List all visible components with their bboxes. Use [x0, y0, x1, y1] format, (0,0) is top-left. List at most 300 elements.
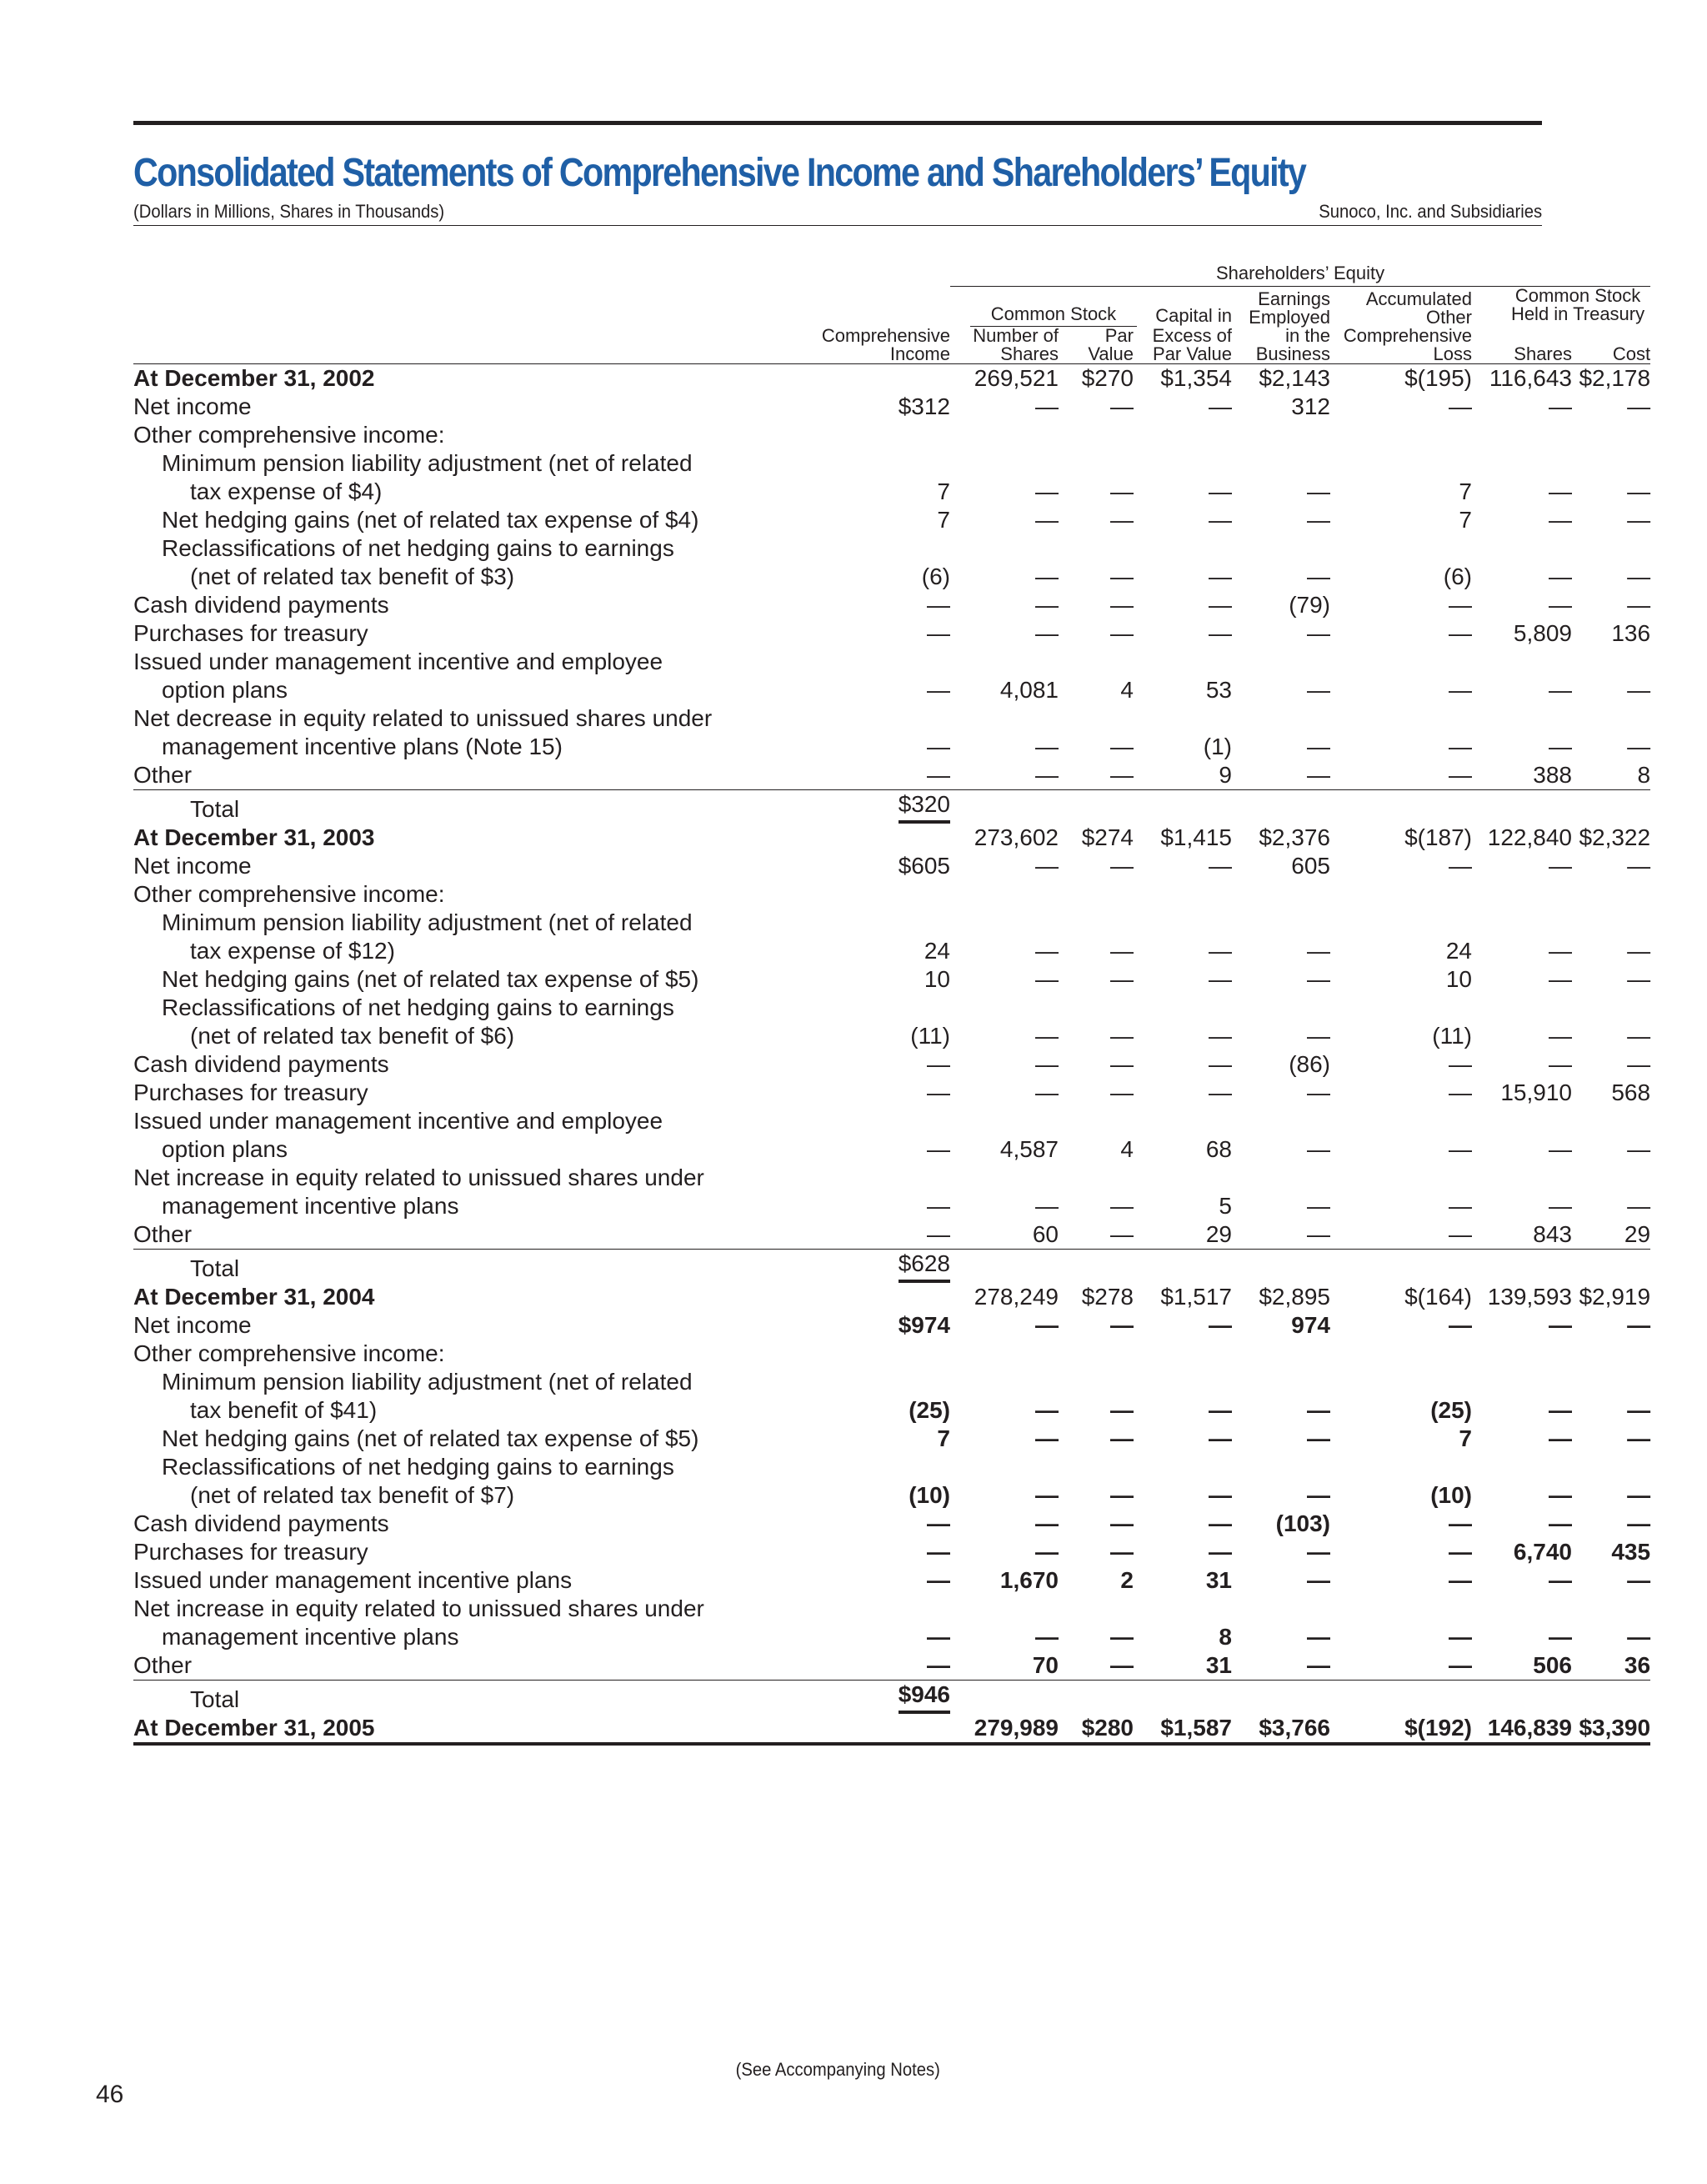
row-cell: — — [1549, 564, 1572, 589]
subtitle-line — [133, 201, 1542, 226]
row-cell: (25) — [909, 1397, 950, 1423]
row-label — [133, 1368, 815, 1425]
row-cell: — — [1035, 1482, 1059, 1508]
row-cell: (25) — [1430, 1397, 1472, 1423]
row-label-line: Cash dividend payments — [133, 1051, 389, 1077]
row-cell: — — [1209, 1051, 1232, 1077]
row-label-line: management incentive plans — [162, 1624, 459, 1650]
table-row — [133, 1050, 1650, 1079]
row-cell: — — [1627, 1023, 1651, 1049]
row-cell: — — [1627, 677, 1651, 703]
row-cell — [1472, 880, 1572, 909]
row-label-line: Issued under management incentive and employee — [133, 1108, 663, 1134]
row-cell: 36 — [1624, 1652, 1651, 1678]
row-cell: — — [1307, 1425, 1330, 1451]
row-cell — [1059, 421, 1134, 449]
row-cell: 9 — [1219, 762, 1232, 788]
row-cell: — — [1209, 966, 1232, 992]
row-cell: — — [1209, 1397, 1232, 1423]
row-cell: 435 — [1611, 1539, 1651, 1565]
row-cell: — — [1035, 853, 1059, 879]
balance-cell — [815, 1283, 950, 1311]
row-cell: — — [1110, 1023, 1134, 1049]
row-cell — [1134, 421, 1232, 449]
total-row — [133, 1681, 1650, 1715]
row-cell: — — [1627, 1567, 1651, 1593]
balance-cell — [815, 1714, 950, 1744]
balance-cell: 116,643 — [1489, 365, 1572, 391]
row-cell: 136 — [1611, 620, 1651, 646]
header-capital-line-1: Capital in — [1155, 305, 1232, 326]
row-cell: — — [1110, 1510, 1134, 1536]
table-row — [133, 761, 1650, 790]
row-cell: — — [927, 620, 950, 646]
balance-cell: $2,143 — [1259, 365, 1330, 391]
row-cell: — — [1209, 938, 1232, 964]
row-cell: 10 — [1445, 966, 1472, 992]
row-cell: — — [1549, 1312, 1572, 1338]
row-cell: — — [1627, 1425, 1651, 1451]
row-label — [133, 648, 815, 704]
row-label — [133, 1311, 815, 1340]
header-aoci-line-4: Loss — [1433, 343, 1472, 364]
row-cell: — — [1627, 1624, 1651, 1650]
row-cell: — — [927, 1079, 950, 1105]
row-cell: — — [1035, 1624, 1059, 1650]
row-cell: $312 — [898, 393, 950, 419]
row-cell: — — [1209, 592, 1232, 618]
table-row — [133, 449, 1650, 506]
row-label-line: Other — [133, 762, 193, 788]
row-label-line: Net hedging gains (net of related tax expense of $5) — [162, 966, 699, 992]
row-cell: — — [1110, 762, 1134, 788]
row-cell: — — [927, 1193, 950, 1219]
row-label-line: Purchases for treasury — [133, 1539, 368, 1565]
row-cell: — — [1549, 966, 1572, 992]
header-ci-line-1: Comprehensive — [821, 325, 950, 346]
row-label-line: Net increase in equity related to unissued shares under — [133, 1595, 704, 1621]
balance-cell: $(192) — [1330, 1714, 1472, 1744]
row-cell: — — [1110, 564, 1134, 589]
row-cell: — — [1110, 1051, 1134, 1077]
row-cell — [1232, 1340, 1330, 1368]
row-cell: — — [1110, 1079, 1134, 1105]
row-cell: 10 — [924, 966, 950, 992]
row-label-line: Other — [133, 1652, 193, 1678]
row-cell: — — [1627, 1051, 1651, 1077]
row-cell: — — [1627, 592, 1651, 618]
row-cell: — — [1449, 1510, 1472, 1536]
row-label-line: Reclassifications of net hedging gains to earnings — [162, 535, 674, 561]
row-cell: 7 — [937, 1425, 950, 1451]
top-rule — [133, 121, 1542, 125]
table-row — [133, 1220, 1650, 1250]
balance-cell: 278,249 — [974, 1284, 1059, 1310]
balance-cell: $(195) — [1404, 365, 1472, 391]
table-row — [133, 1340, 1650, 1368]
row-label-line: (net of related tax benefit of $6) — [190, 1023, 515, 1049]
row-cell: — — [1449, 1079, 1472, 1105]
row-label-line: (net of related tax benefit of $7) — [190, 1482, 515, 1508]
row-cell: — — [927, 1539, 950, 1565]
row-label-line: Minimum pension liability adjustment (net of related — [162, 450, 693, 476]
row-cell: — — [927, 1624, 950, 1650]
balance-cell: 279,989 — [950, 1714, 1059, 1744]
row-cell: — — [1307, 1079, 1330, 1105]
header-shares-line-2: Shares — [1000, 343, 1059, 364]
row-cell: — — [1035, 938, 1059, 964]
row-cell — [1059, 880, 1134, 909]
row-cell: — — [1209, 1425, 1232, 1451]
row-cell: — — [1449, 762, 1472, 788]
row-cell: — — [927, 677, 950, 703]
header-capital-line-3: Par Value — [1153, 343, 1232, 364]
row-cell: — — [1209, 1539, 1232, 1565]
row-cell: — — [1035, 393, 1059, 419]
row-cell: 5,809 — [1513, 620, 1572, 646]
header-earnings-line-3: in the — [1285, 325, 1330, 346]
balance-cell: $(164) — [1404, 1284, 1472, 1310]
row-cell: — — [1627, 1136, 1651, 1162]
balance-cell: $278 — [1081, 1284, 1134, 1310]
row-label-line: option plans — [162, 677, 288, 703]
row-cell: — — [927, 1652, 950, 1678]
row-cell: — — [1307, 1567, 1330, 1593]
row-cell: — — [1449, 677, 1472, 703]
row-cell: — — [927, 734, 950, 759]
row-cell: (79) — [1289, 592, 1330, 618]
row-label — [133, 1453, 815, 1510]
row-cell: 7 — [937, 507, 950, 533]
table-row — [133, 994, 1650, 1050]
header-treasury-line-2: Held in Treasury — [1510, 303, 1645, 324]
row-label-line: Purchases for treasury — [133, 620, 368, 646]
row-cell — [950, 880, 1059, 909]
row-cell: (1) — [1203, 734, 1232, 759]
total-value — [815, 1250, 950, 1284]
balance-cell: $270 — [1081, 365, 1134, 391]
row-cell: — — [1110, 966, 1134, 992]
row-label-line: Other comprehensive income: — [133, 422, 445, 448]
total-label: Total — [133, 1250, 815, 1284]
row-label-line: management incentive plans — [162, 1193, 459, 1219]
row-cell: 29 — [1624, 1221, 1651, 1247]
row-label-line: Net income — [133, 1312, 252, 1338]
row-label-line: Other comprehensive income: — [133, 1340, 445, 1366]
row-cell — [1472, 421, 1572, 449]
row-cell: 506 — [1533, 1652, 1572, 1678]
row-cell: — — [1307, 966, 1330, 992]
row-cell: — — [1549, 507, 1572, 533]
row-cell: 2 — [1120, 1567, 1134, 1593]
row-label-line: (net of related tax benefit of $3) — [190, 564, 515, 589]
row-cell: (11) — [1432, 1023, 1472, 1049]
header-common-stock: Common Stock — [970, 305, 1137, 327]
header-par-line-2: Value — [1088, 343, 1134, 364]
row-cell: — — [1449, 1312, 1472, 1338]
row-cell — [1232, 421, 1330, 449]
row-cell: — — [1307, 1136, 1330, 1162]
balance-cell: $1,354 — [1160, 365, 1232, 391]
row-cell — [1330, 421, 1472, 449]
row-cell: — — [1627, 507, 1651, 533]
row-cell: — — [1035, 1312, 1059, 1338]
table-row — [133, 1651, 1650, 1681]
row-label-line: tax expense of $4) — [190, 478, 383, 504]
balance-row — [133, 824, 1650, 852]
row-label — [133, 761, 815, 790]
row-cell: — — [1307, 762, 1330, 788]
row-cell: — — [927, 762, 950, 788]
row-label — [133, 449, 815, 506]
row-cell: — — [1307, 938, 1330, 964]
row-cell: 4,081 — [999, 677, 1059, 703]
row-label — [133, 909, 815, 965]
row-label-line: Reclassifications of net hedging gains to earnings — [162, 994, 674, 1020]
row-label-line: Issued under management incentive plans — [133, 1567, 573, 1593]
table-row — [133, 534, 1650, 591]
row-cell: — — [1307, 1624, 1330, 1650]
row-cell: — — [1035, 1079, 1059, 1105]
row-cell: — — [1449, 1136, 1472, 1162]
row-cell: 53 — [1205, 677, 1232, 703]
row-label — [133, 1425, 815, 1453]
total-label: Total — [133, 1681, 815, 1715]
row-cell: — — [1110, 1425, 1134, 1451]
header-treasury-cost: Cost — [1572, 327, 1650, 364]
row-label-line: Cash dividend payments — [133, 1510, 389, 1536]
row-cell: 15,910 — [1500, 1079, 1572, 1105]
row-cell: — — [927, 1221, 950, 1247]
row-cell: — — [1209, 1510, 1232, 1536]
row-cell: — — [1549, 592, 1572, 618]
row-cell: — — [1110, 938, 1134, 964]
row-cell: 388 — [1533, 762, 1572, 788]
company-name: Sunoco, Inc. and Subsidiaries — [1319, 201, 1542, 222]
table-row — [133, 619, 1650, 648]
balance-cell: $3,390 — [1572, 1714, 1650, 1744]
table-row — [133, 421, 1650, 449]
row-cell: — — [1549, 1193, 1572, 1219]
row-cell: — — [1449, 853, 1472, 879]
accompanying-notes: (See Accompanying Notes) — [735, 2059, 940, 2080]
row-cell: — — [1110, 1539, 1134, 1565]
table-row — [133, 648, 1650, 704]
table-row — [133, 704, 1650, 761]
table-row — [133, 1595, 1650, 1651]
row-cell: — — [1627, 1312, 1651, 1338]
balance-cell: 146,839 — [1472, 1714, 1572, 1744]
row-cell: 568 — [1611, 1079, 1651, 1105]
row-cell: — — [1035, 592, 1059, 618]
row-cell: (103) — [1275, 1510, 1330, 1536]
row-cell: — — [1209, 393, 1232, 419]
row-label-line: Net hedging gains (net of related tax expense of $5) — [162, 1425, 699, 1451]
statement-page — [133, 121, 1651, 2080]
header-earnings-line-1: Earnings — [1258, 288, 1330, 309]
row-cell: — — [1110, 478, 1134, 504]
row-cell: — — [1307, 507, 1330, 533]
row-cell: — — [1449, 592, 1472, 618]
row-cell: — — [1549, 1510, 1572, 1536]
row-cell: — — [927, 1510, 950, 1536]
balance-row — [133, 364, 1650, 393]
row-cell: — — [1110, 1193, 1134, 1219]
header-aoci-line-2: Other — [1425, 307, 1472, 328]
row-label-line: tax benefit of $41) — [190, 1397, 378, 1423]
row-cell: — — [1035, 762, 1059, 788]
row-label — [133, 1510, 815, 1538]
table-row — [133, 965, 1650, 994]
row-cell: — — [1110, 853, 1134, 879]
row-label — [133, 704, 815, 761]
row-cell — [1232, 880, 1330, 909]
row-cell: — — [1549, 393, 1572, 419]
row-cell: — — [1549, 938, 1572, 964]
row-label — [133, 1164, 815, 1220]
row-cell: — — [1035, 620, 1059, 646]
row-cell: — — [927, 1567, 950, 1593]
row-cell — [815, 421, 950, 449]
row-cell: — — [1307, 1221, 1330, 1247]
row-cell — [1134, 1340, 1232, 1368]
row-label-line: option plans — [162, 1136, 288, 1162]
row-cell: — — [1549, 1051, 1572, 1077]
row-cell: — — [1035, 1051, 1059, 1077]
total-value — [815, 1681, 950, 1715]
row-label — [133, 1050, 815, 1079]
row-label — [133, 880, 815, 909]
row-label-line: management incentive plans (Note 15) — [162, 734, 563, 759]
row-cell: — — [1110, 507, 1134, 533]
row-cell: — — [1627, 734, 1651, 759]
balance-cell: $274 — [1081, 824, 1134, 850]
row-cell: 24 — [1445, 938, 1472, 964]
balance-cell: $280 — [1059, 1714, 1134, 1744]
header-ci-line-2: Income — [889, 343, 950, 364]
row-cell — [1472, 1340, 1572, 1368]
row-cell: 70 — [1032, 1652, 1059, 1678]
row-label-line: Reclassifications of net hedging gains to earnings — [162, 1454, 674, 1480]
row-label-line: Net increase in equity related to unissued shares under — [133, 1165, 704, 1190]
table-row — [133, 852, 1650, 880]
balance-cell: $2,376 — [1259, 824, 1330, 850]
row-cell: — — [1449, 1221, 1472, 1247]
total-row — [133, 790, 1650, 824]
row-cell — [1134, 880, 1232, 909]
row-cell: — — [1307, 1397, 1330, 1423]
row-cell: — — [1110, 1221, 1134, 1247]
row-cell: — — [1449, 393, 1472, 419]
balance-cell: $1,517 — [1160, 1284, 1232, 1310]
row-cell: 31 — [1205, 1652, 1232, 1678]
table-row — [133, 1425, 1650, 1453]
table-body — [133, 364, 1650, 1745]
row-cell: — — [1209, 1079, 1232, 1105]
page-number: 46 — [96, 2081, 124, 2108]
row-cell: — — [1035, 734, 1059, 759]
row-label — [133, 1107, 815, 1164]
balance-cell — [815, 824, 950, 852]
row-cell: — — [1110, 620, 1134, 646]
row-cell: — — [1627, 1397, 1651, 1423]
header-earnings-line-4: Business — [1255, 343, 1330, 364]
total-row — [133, 1250, 1650, 1284]
row-cell: — — [1307, 734, 1330, 759]
table-row — [133, 393, 1650, 421]
row-label — [133, 1538, 815, 1566]
balance-cell: $1,587 — [1134, 1714, 1232, 1744]
row-cell: — — [1110, 1624, 1134, 1650]
row-cell: 6,740 — [1513, 1539, 1572, 1565]
header-aoci-line-1: Accumulated — [1365, 288, 1472, 309]
balance-row — [133, 1283, 1650, 1311]
row-cell: — — [1110, 393, 1134, 419]
row-cell: — — [1035, 1425, 1059, 1451]
row-cell: — — [1449, 1624, 1472, 1650]
row-cell: — — [1035, 507, 1059, 533]
row-cell — [1572, 1340, 1650, 1368]
row-cell: — — [1549, 478, 1572, 504]
row-cell: — — [1627, 938, 1651, 964]
row-cell: — — [1307, 478, 1330, 504]
header-aoci-line-3: Comprehensive — [1343, 325, 1472, 346]
row-cell: — — [1035, 1023, 1059, 1049]
row-cell: — — [927, 592, 950, 618]
row-cell: — — [1549, 1023, 1572, 1049]
balance-label: At December 31, 2003 — [133, 824, 375, 850]
row-cell — [950, 421, 1059, 449]
row-cell: 974 — [1291, 1312, 1330, 1338]
table-row — [133, 880, 1650, 909]
row-cell: — — [1035, 1510, 1059, 1536]
header-shares-line-1: Number of — [973, 325, 1059, 346]
row-cell: — — [1307, 677, 1330, 703]
row-label — [133, 1566, 815, 1595]
row-cell: — — [1449, 1051, 1472, 1077]
balance-cell: $2,919 — [1579, 1284, 1651, 1310]
row-cell — [950, 1340, 1059, 1368]
header-earnings-line-2: Employed — [1249, 307, 1330, 328]
balance-cell: 122,840 — [1487, 824, 1572, 850]
row-cell: — — [1627, 1193, 1651, 1219]
balance-cell: $2,322 — [1579, 824, 1651, 850]
row-cell: — — [1035, 478, 1059, 504]
row-cell — [1330, 1340, 1472, 1368]
row-cell: — — [1549, 1425, 1572, 1451]
row-cell: — — [1627, 1510, 1651, 1536]
row-cell: — — [1307, 1539, 1330, 1565]
header-capital-line-2: Excess of — [1152, 325, 1232, 346]
row-cell: — — [1110, 1652, 1134, 1678]
row-cell: 4 — [1120, 677, 1134, 703]
table-row — [133, 506, 1650, 534]
row-label-line: tax expense of $12) — [190, 938, 395, 964]
row-cell: 843 — [1533, 1221, 1572, 1247]
row-cell — [815, 880, 950, 909]
balance-cell: 139,593 — [1487, 1284, 1572, 1310]
page-title: Consolidated Statements of Comprehensive Income and Shareholders’ Equity — [133, 151, 1306, 195]
row-cell: (11) — [910, 1023, 950, 1049]
table-row — [133, 1311, 1650, 1340]
row-cell: 29 — [1205, 1221, 1232, 1247]
row-cell: (6) — [921, 564, 950, 589]
row-cell: — — [1449, 620, 1472, 646]
row-cell: — — [1110, 1482, 1134, 1508]
balance-label: At December 31, 2005 — [133, 1714, 815, 1744]
row-label — [133, 965, 815, 994]
row-cell: — — [1307, 1482, 1330, 1508]
